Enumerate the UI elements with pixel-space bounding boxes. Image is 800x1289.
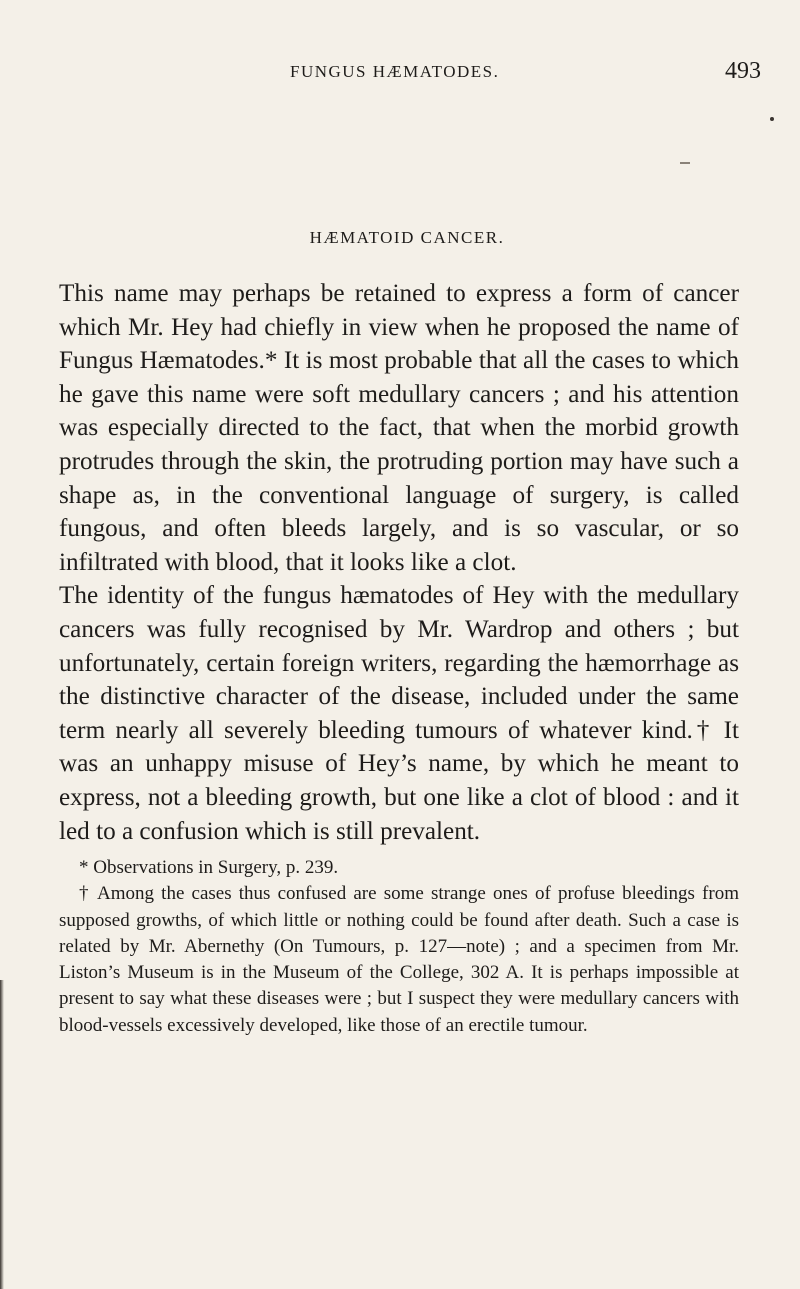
running-head xyxy=(0,58,800,88)
footnote-1: * Observations in Surgery, p. 239. xyxy=(79,857,339,878)
page-number: 493 xyxy=(725,58,761,84)
page-edge-shadow xyxy=(0,980,4,1289)
footnotes xyxy=(59,855,739,1039)
running-head-title: FUNGUS HÆMATODES. xyxy=(290,62,500,81)
body-text xyxy=(59,277,739,848)
footnote-2: † Among the cases thus confused are some strange ones of profuse bleedings from supposed growths, of which little or nothing could be found after death. Such a case is related by Mr. Abernethy (On Tumours, p. 127—note) ; and a specimen from Mr. Liston’s Museum is in the Museum of the College, 302 A. It is perhaps impossible at present to say what these diseases were ; but I suspect they were medullary cancers with blood-vessels excessively developed, like those of an erectile tumour. xyxy=(59,883,739,1036)
section-heading: HÆMATOID CANCER. xyxy=(309,228,505,247)
paragraph-2: The identity of the fungus hæmatodes of Hey with the medullary cancers was fully recognised by Mr. Wardrop and others ; but unfortunately, certain foreign writers, regarding the hæmorrhage as the distinctive character of the disease, included under the same term nearly all severely bleeding tumours of whatever kind.† It was an unhappy misuse of Hey’s name, by which he meant to express, not a bleeding growth, but one like a clot of blood : and it led to a confusion which is still prevalent. xyxy=(59,582,739,845)
print-speck xyxy=(770,117,774,121)
print-mark xyxy=(680,162,690,164)
paragraph-1: This name may perhaps be retained to express a form of cancer which Mr. Hey had chiefly in view when he proposed the name of Fungus Hæmatodes.* It is most probable that all the cases to which he gave this name were soft medullary cancers ; and his attention was especially directed to the fact, that when the morbid growth protrudes through the skin, the protruding portion may have such a shape as, in the conventional language of surgery, is called fungous, and often bleeds largely, and is so vascular, or so infiltrated with blood, that it looks like a clot. xyxy=(59,280,739,576)
